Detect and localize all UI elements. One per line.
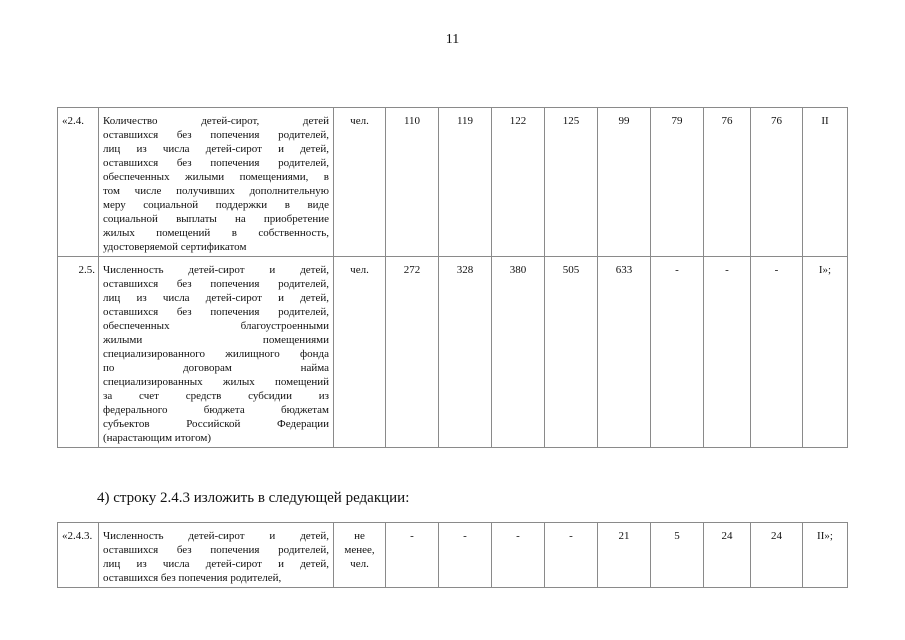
value-cell: -: [751, 257, 803, 448]
description-line: обеспеченных жилыми помещениями, в: [103, 171, 329, 183]
indicator-code: «2.4.3.: [58, 523, 99, 588]
value-cell: -: [651, 257, 704, 448]
description-line: Количество детей-сирот, детей: [103, 115, 329, 127]
value-cell: 76: [751, 108, 803, 257]
description-line: оставшихся без попечения родителей,: [103, 572, 282, 584]
value-cell: -: [704, 257, 751, 448]
unit-line: менее,: [344, 544, 375, 556]
value-cell: 119: [439, 108, 492, 257]
value-cell: 125: [545, 108, 598, 257]
description-line: Численность детей-сирот и детей,: [103, 530, 329, 542]
indicator-code: 2.5.: [58, 257, 99, 448]
description-line: оставшихся без попечения родителей,: [103, 544, 329, 556]
description-line: (нарастающим итогом): [103, 432, 212, 444]
table-row: [58, 257, 848, 448]
value-cell: 122: [492, 108, 545, 257]
description-line: лиц из числа детей-сирот и детей,: [103, 143, 329, 155]
unit-line: чел.: [350, 558, 369, 570]
level-cell: II»;: [803, 523, 848, 588]
value-cell: 110: [386, 108, 439, 257]
value-cell: 79: [651, 108, 704, 257]
description-line: обеспеченных благоустроенными: [103, 320, 329, 332]
description-line: жилыми помещениями: [103, 334, 329, 346]
description-line: специализированного жилищного фонда: [103, 348, 329, 360]
value-cell: 380: [492, 257, 545, 448]
description-line: оставшихся без попечения родителей,: [103, 306, 329, 318]
description-line: социальной выплаты на приобретение: [103, 213, 329, 225]
indicator-description: [99, 523, 334, 588]
description-line: Численность детей-сирот и детей,: [103, 264, 329, 276]
value-cell: 21: [598, 523, 651, 588]
replacement-row-table: [57, 522, 848, 588]
description-line: том числе получивших дополнительную: [103, 185, 329, 197]
level-cell: I»;: [803, 257, 848, 448]
value-cell: -: [386, 523, 439, 588]
value-cell: -: [545, 523, 598, 588]
level-cell: II: [803, 108, 848, 257]
description-line: оставшихся без попечения родителей,: [103, 129, 329, 141]
value-cell: -: [492, 523, 545, 588]
description-line: федерального бюджета бюджетам: [103, 404, 329, 416]
indicators-table: [57, 107, 848, 448]
description-line: оставшихся без попечения родителей,: [103, 278, 329, 290]
description-line: оставшихся без попечения родителей,: [103, 157, 329, 169]
description-line: субъектов Российской Федерации: [103, 418, 329, 430]
value-cell: 328: [439, 257, 492, 448]
description-line: меру социальной поддержки в виде: [103, 199, 329, 211]
table-row: [58, 108, 848, 257]
value-cell: 99: [598, 108, 651, 257]
value-cell: 272: [386, 257, 439, 448]
unit-line: не: [354, 530, 365, 542]
description-line: лиц из числа детей-сирот и детей,: [103, 558, 329, 570]
unit-cell: чел.: [334, 257, 386, 448]
description-line: удостоверяемой сертификатом: [103, 241, 247, 253]
instruction-text: 4) строку 2.4.3 изложить в следующей редакции:: [97, 490, 410, 506]
description-line: специализированных жилых помещений: [103, 376, 329, 388]
value-cell: 505: [545, 257, 598, 448]
indicator-description: [99, 108, 334, 257]
page-number: 11: [445, 32, 460, 47]
value-cell: 24: [751, 523, 803, 588]
value-cell: 24: [704, 523, 751, 588]
value-cell: -: [439, 523, 492, 588]
indicator-code: «2.4.: [58, 108, 99, 257]
description-line: жилых помещений в собственность,: [103, 227, 329, 239]
table-row: [58, 523, 848, 588]
description-line: лиц из числа детей-сирот и детей,: [103, 292, 329, 304]
description-line: за счет средств субсидии из: [103, 390, 329, 402]
value-cell: 76: [704, 108, 751, 257]
description-line: по договорам найма: [103, 362, 329, 374]
unit-cell: [334, 523, 386, 588]
value-cell: 5: [651, 523, 704, 588]
unit-cell: чел.: [334, 108, 386, 257]
indicator-description: [99, 257, 334, 448]
value-cell: 633: [598, 257, 651, 448]
